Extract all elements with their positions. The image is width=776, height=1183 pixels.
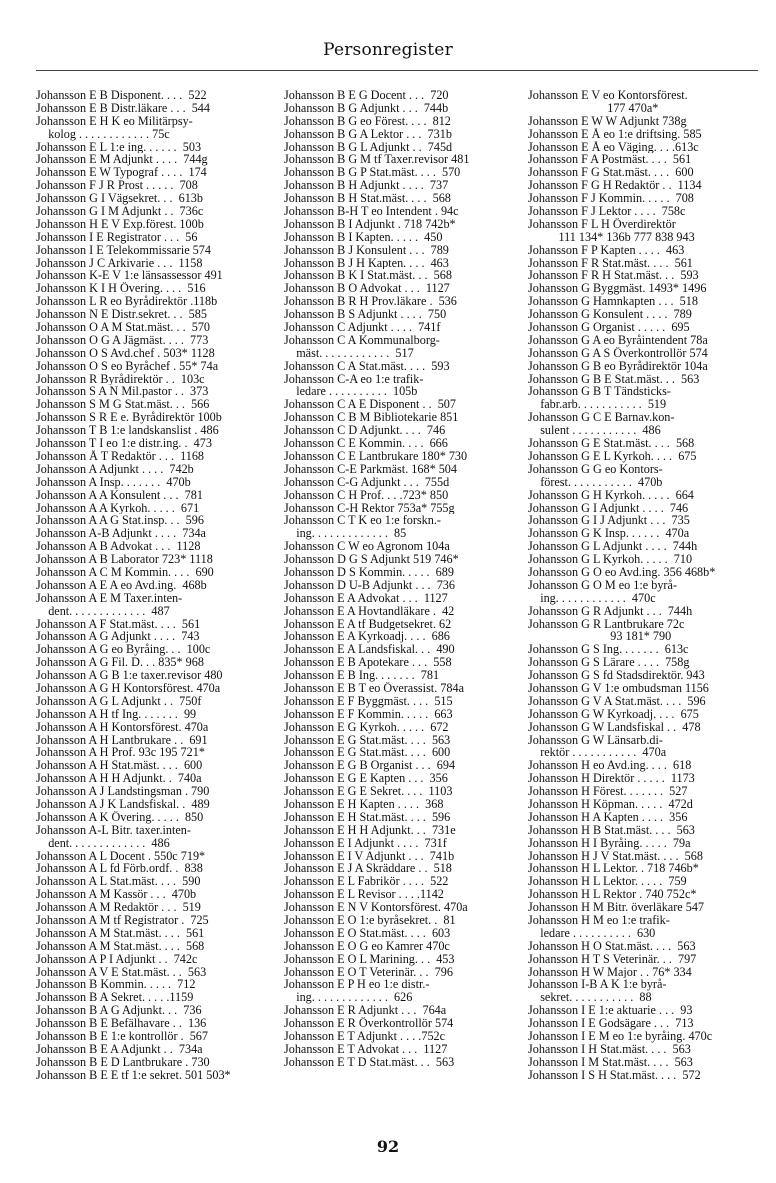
register-entry: Johansson G C E Barnav.kon- <box>528 411 675 425</box>
register-entry: Johansson G I Adjunkt . . . . 746 <box>528 501 689 515</box>
register-entry: 93 181* 790 <box>528 630 672 644</box>
register-entry: Johansson A K Övering. . . . . 850 <box>36 810 204 824</box>
register-entry: Johansson E B Ing. . . . . . . 781 <box>284 669 440 682</box>
register-entry: Johansson A L fd Förb.ordf. . 838 <box>36 862 203 876</box>
register-entry: Johansson S R E e. Byrådirektör 100b <box>36 411 222 425</box>
register-entry: sulent . . . . . . . . . . . 486 <box>528 424 661 438</box>
register-entry: Johansson C H Prof. . . .723* 850 <box>284 488 449 502</box>
register-entry: Johansson D G S Adjunkt 519 746* <box>284 553 459 566</box>
register-entry: Johansson A A Kyrkoh. . . . . 671 <box>36 501 200 515</box>
register-entry: Johansson C W eo Agronom 104a <box>284 540 450 554</box>
register-entry: Johansson B G Adjunkt . . . 744b <box>284 101 449 115</box>
register-entry: Johansson E G B Organist . . . 694 <box>284 759 456 773</box>
register-entry: Johansson E Å eo 1:e driftsing. 585 <box>528 127 702 141</box>
register-entry: Johansson A H Stat.mäst. . . . 600 <box>36 759 203 773</box>
register-entry: Johansson C Adjunkt . . . . 741f <box>284 321 441 334</box>
register-entry: Johansson G W Länsarb.di- <box>528 733 663 747</box>
register-entry: Johansson F R Stat.mäst. . . . 561 <box>528 256 693 270</box>
register-entry: Johansson C-H Rektor 753a* 755g <box>284 501 455 515</box>
register-entry: Johansson E A Landsfiskal. . . 490 <box>284 643 455 657</box>
register-entry: Johansson E T Advokat . . . 1127 <box>284 1042 448 1056</box>
register-entry: Johansson G I J Adjunkt . . . 735 <box>528 514 690 528</box>
register-entry: ing. . . . . . . . . . . . . 626 <box>284 991 413 1005</box>
register-entry: Johansson G R Adjunkt . . . 744h <box>528 604 693 618</box>
register-entry: Johansson B H Adjunkt . . . . 737 <box>284 179 449 193</box>
register-entry: Johansson E O Stat.mäst. . . . 603 <box>284 926 451 940</box>
register-entry: Johansson E F Kommin. . . . . 663 <box>284 707 453 721</box>
register-entry: Johansson L R eo Byrådirektör .118b <box>36 295 218 309</box>
register-entry: Johansson E G E Sekret. . . . 1103 <box>284 785 453 798</box>
register-entry: rektör . . . . . . . . . . . 470a <box>528 746 667 760</box>
register-entry: Johansson B H Stat.mäst. . . . 568 <box>284 192 451 206</box>
register-entry: Johansson A H Lantbrukare . . 691 <box>36 733 208 747</box>
register-entry: Johansson E B Distr.läkare . . . 544 <box>36 101 210 115</box>
register-entry: Johansson H A Kapten . . . . 356 <box>528 810 688 824</box>
register-entry: Johansson F P Kapten . . . . 463 <box>528 243 685 257</box>
register-entry: Johansson A M Stat.mäst. . . . 561 <box>36 926 205 940</box>
register-entry: Johansson E H H Adjunkt. . . 731e <box>284 823 456 837</box>
register-entry: Johansson G B E Stat.mäst. . . 563 <box>528 372 700 386</box>
register-entry: fabr.arb. . . . . . . . . . . 519 <box>528 398 667 412</box>
register-entry: förest. . . . . . . . . . . 470b <box>528 475 663 489</box>
register-entry: Johansson E F Byggmäst. . . . 515 <box>284 694 453 708</box>
register-entry: Johansson G V 1:e ombudsman 1156 <box>528 681 709 695</box>
register-entry: Johansson A B Advokat . . . 1128 <box>36 540 201 554</box>
register-entry: Johansson A F Stat.mäst. . . . 561 <box>36 617 201 631</box>
register-entry: Johansson O S eo Byråchef . 55* 74a <box>36 359 219 373</box>
register-entry: Johansson E I Adjunkt . . . . 731f <box>284 836 447 850</box>
register-entry: Johansson E R Överkontrollör 574 <box>284 1017 454 1031</box>
register-entry: Johansson E L 1:e ing. . . . . . 503 <box>36 140 202 154</box>
register-entry: Johansson G G eo Kontors- <box>528 462 663 476</box>
register-entry: Johansson E M Adjunkt . . . . 744g <box>36 153 208 167</box>
register-entry: Johansson A G B 1:e taxer.revisor 480 <box>36 669 223 682</box>
register-entry: Johansson G K Insp. . . . . . 470a <box>528 527 690 541</box>
register-entry: Johansson E B T eo Överassist. 784a <box>284 681 464 695</box>
register-entry: Johansson E A Kyrkoadj. . . . 686 <box>284 630 450 644</box>
register-entry: Johansson H L Rektor . 740 752c* <box>528 888 697 902</box>
register-entry: Johansson E I V Adjunkt . . . 741b <box>284 849 455 863</box>
register-entry: Johansson A G H Kontorsförest. 470a <box>36 681 221 695</box>
register-entry: Johansson B-H T eo Intendent . 94c <box>284 205 459 218</box>
register-entry: Johansson G O eo Avd.ing. 356 468b* <box>528 565 716 579</box>
register-entry: Johansson B Kommin. . . . . 712 <box>36 978 196 992</box>
register-entry: Johansson B G P Stat.mäst. . . . 570 <box>284 166 461 180</box>
register-entry: Johansson G Konsulent . . . . 789 <box>528 308 692 322</box>
register-entry: Johansson A E M Taxer.inten- <box>36 591 183 605</box>
register-entry: Johansson E G Stat.mäst. . . . 563 <box>284 733 451 747</box>
register-entry: Johansson A P I Adjunkt . . 742c <box>36 952 198 966</box>
register-entry: Johansson G R Lantbrukare 72c <box>528 617 685 631</box>
register-column-1 <box>36 89 272 1082</box>
register-entry: Johansson E W Typograf . . . . 174 <box>36 166 207 180</box>
register-entry: Johansson B E D Lantbrukare . 730 <box>36 1055 210 1069</box>
register-entry: sekret. . . . . . . . . . . 88 <box>528 991 652 1005</box>
register-entry: Johansson B E 1:e kontrollör . 567 <box>36 1030 208 1043</box>
register-entry: Johansson G S fd Stadsdirektör. 943 <box>528 669 705 682</box>
register-entry: Johansson B E E tf 1:e sekret. 501 503* <box>36 1068 231 1082</box>
register-entry: Johansson H E V Exp.förest. 100b <box>36 217 204 231</box>
register-entry: Johansson A A G Stat.insp. . . 596 <box>36 514 204 528</box>
register-entry: Johansson C T K eo 1:e forskn.- <box>284 514 441 528</box>
register-entry: Johansson I-B A K 1:e byrå- <box>528 978 667 992</box>
register-entry: Johansson B G L Adjunkt . . 745d <box>284 140 453 154</box>
register-entry: Johansson B G M tf Taxer.revisor 481 <box>284 153 470 167</box>
register-entry: Johansson H J V Stat.mäst. . . . 568 <box>528 849 703 863</box>
register-entry: Johansson A H tf Ing. . . . . . . 99 <box>36 707 197 721</box>
register-entry: Johansson R Byrådirektör . . 103c <box>36 372 205 386</box>
register-entry: Johansson B I Kapten. . . . . 450 <box>284 230 443 244</box>
register-entry: Johansson N E Distr.sekret. . . 585 <box>36 308 207 322</box>
register-entry: Johansson G L Adjunkt . . . . 744h <box>528 540 698 554</box>
register-entry: Johansson A M Redaktör . . . 519 <box>36 901 201 914</box>
register-entry: Johansson H M eo 1:e trafik- <box>528 914 670 927</box>
register-entry: Johansson E B Disponent. . . . 522 <box>36 89 207 102</box>
register-entry: Johansson C A Kommunalborg- <box>284 333 440 347</box>
register-entry: Johansson B E G Docent . . . 720 <box>284 89 449 102</box>
register-entry: Johansson H eo Avd.ing. . . . 618 <box>528 759 692 773</box>
register-entry: Johansson H L Lektor. . . . . 759 <box>528 875 687 889</box>
register-entry: Johansson G O M eo 1:e byrå- <box>528 578 677 592</box>
register-entry: Johansson E T D Stat.mäst. . . 563 <box>284 1055 455 1069</box>
register-entry: Johansson B A G Adjunkt. . . 736 <box>36 1004 202 1018</box>
register-entry: Johansson B J H Kapten. . . . 463 <box>284 256 449 270</box>
register-entry: Johansson G B T Tändsticks- <box>528 385 671 399</box>
register-entry: Johansson G Organist . . . . . 695 <box>528 321 690 334</box>
register-entry: Johansson A H H Adjunkt. . 740a <box>36 772 202 786</box>
register-entry: Johansson I H Stat.mäst. . . . 563 <box>528 1042 691 1056</box>
register-entry: Johansson C A E Disponent . . 507 <box>284 398 456 412</box>
register-entry: Johansson I E Godsägare . . . 713 <box>528 1017 694 1031</box>
register-entry: Johansson O G A Jägmäst. . . . 773 <box>36 333 209 347</box>
register-entry: Johansson H M Bitr. överläkare 547 <box>528 901 705 914</box>
register-entry: Johansson F L H Överdirektör <box>528 217 676 231</box>
register-entry: Johansson G A S Överkontrollör 574 <box>528 346 708 360</box>
register-entry: Johansson T B 1:e landskanslist . 486 <box>36 424 219 438</box>
register-entry: Johansson A H Kontorsförest. 470a <box>36 720 209 734</box>
register-entry: Johansson E G Stat.mäst. . . . 600 <box>284 746 451 760</box>
register-column-2 <box>284 89 516 1069</box>
register-entry: Johansson A Adjunkt . . . . 742b <box>36 462 194 476</box>
register-entry: Johansson B I Adjunkt . 718 742b* <box>284 217 456 231</box>
register-entry: mäst. . . . . . . . . . . . 517 <box>284 346 414 360</box>
register-entry: Johansson E A Advokat . . . 1127 <box>284 591 448 605</box>
register-entry: Johansson E J A Skräddare . . 518 <box>284 862 452 876</box>
register-entry: Johansson E T Adjunkt . . . .752c <box>284 1030 446 1043</box>
page-number: 92 <box>376 1137 400 1156</box>
register-entry: 177 470a* <box>528 101 659 115</box>
register-entry: Johansson G V A Stat.mäst. . . . 596 <box>528 694 706 708</box>
register-entry: Johansson A E A eo Avd.ing. 468b <box>36 578 207 592</box>
register-entry: Johansson A L Stat.mäst. . . . 590 <box>36 875 201 889</box>
register-entry: Johansson C E Kommin. . . . 666 <box>284 437 448 450</box>
register-entry: Johansson A J Landstingsman . 790 <box>36 785 210 798</box>
register-entry: Johansson G W Kyrkoadj. . . . 675 <box>528 707 699 721</box>
register-entry: Johansson S A N Mil.pastor . . 373 <box>36 385 209 399</box>
register-entry: Johansson S M G Stat.mäst. . . 566 <box>36 398 210 412</box>
register-entry: Johansson A Insp. . . . . . . 470b <box>36 475 191 489</box>
register-entry: Johansson I M Stat.mäst. . . . 563 <box>528 1055 693 1069</box>
register-entry: Johansson C A Stat.mäst. . . . 593 <box>284 359 450 373</box>
register-entry: Johansson E O L Marining. . . 453 <box>284 952 455 966</box>
register-entry: Johansson B A Sekret. . . . .1159 <box>36 991 194 1005</box>
register-entry: Johansson E B Apotekare . . . 558 <box>284 656 452 670</box>
register-entry: Johansson E G E Kapten . . . 356 <box>284 772 448 786</box>
register-entry: Johansson A A Konsulent . . . 781 <box>36 488 203 502</box>
register-entry: Johansson H T S Veterinär. . . 797 <box>528 952 697 966</box>
register-entry: Johansson I E M eo 1:e byråing. 470c <box>528 1030 713 1043</box>
register-entry: Johansson I E Telekommissarie 574 <box>36 243 211 257</box>
register-entry: Johansson A V E Stat.mäst. . . 563 <box>36 965 207 979</box>
register-entry: Johansson A M tf Registrator . 725 <box>36 914 209 927</box>
register-entry: Johansson A G Adjunkt . . . . 743 <box>36 630 200 644</box>
page-title: Personregister <box>323 40 453 60</box>
register-entry: Johansson G L Kyrkoh. . . . . 710 <box>528 553 693 566</box>
register-entry: Johansson E P H eo 1:e distr.- <box>284 978 430 992</box>
register-entry: Johansson F J Lektor . . . . 758c <box>528 205 686 218</box>
register-entry: Johansson E L Revisor . . . .1142 <box>284 888 444 902</box>
register-entry: Johansson I E 1:e aktuarie . . . 93 <box>528 1004 693 1018</box>
register-entry: Johansson A G eo Byråing. . . 100c <box>36 643 211 657</box>
register-entry: Johansson G S Lärare . . . . 758g <box>528 656 690 670</box>
register-entry: Johansson H W Major . . 76* 334 <box>528 965 692 979</box>
register-entry: Johansson B J Konsulent . . . 789 <box>284 243 449 257</box>
register-entry: ing. . . . . . . . . . . . . 85 <box>284 527 407 541</box>
register-entry: Johansson E H K eo Militärpsy- <box>36 114 193 128</box>
register-entry: Johansson F G Stat.mäst. . . . 600 <box>528 166 694 180</box>
register-entry: Johansson G W Landsfiskal . . 478 <box>528 720 701 734</box>
register-column-3 <box>528 89 758 1082</box>
register-entry: Johansson I S H Stat.mäst. . . . 572 <box>528 1068 701 1082</box>
register-entry: Johansson G H Kyrkoh. . . . . 664 <box>528 488 694 502</box>
register-entry: Johansson H Köpman. . . . . 472d <box>528 797 693 811</box>
register-entry: Johansson D S Kommin. . . . . 689 <box>284 565 454 579</box>
register-entry: kolog . . . . . . . . . . . . 75c <box>36 127 170 141</box>
register-entry: Johansson H Direktör . . . . . 1173 <box>528 772 695 786</box>
register-entry: Johansson E L Fabrikör . . . . 522 <box>284 875 449 889</box>
register-entry: Johansson H I Byråing. . . . . 79a <box>528 836 691 850</box>
register-entry: Johansson F J Kommin. . . . . 708 <box>528 192 694 206</box>
register-entry: Johansson H B Stat.mäst. . . . 563 <box>528 823 695 837</box>
register-entry: Johansson C-E Parkmäst. 168* 504 <box>284 462 457 476</box>
register-entry: Johansson H O Stat.mäst. . . . 563 <box>528 939 696 953</box>
register-entry: Johansson F A Postmäst. . . . 561 <box>528 153 692 167</box>
register-entry: Johansson D U-B Adjunkt . . . 736 <box>284 578 455 592</box>
register-entry: Johansson A G Fil. D. . . 835* 968 <box>36 656 204 670</box>
register-entry: Johansson F R H Stat.mäst. . . 593 <box>528 269 699 283</box>
header-rule <box>36 70 758 71</box>
register-entry: Johansson G I M Adjunkt . . 736c <box>36 205 204 218</box>
register-entry: Johansson G I Vägsekret. . . 613b <box>36 192 203 206</box>
register-entry: ledare . . . . . . . . . . 630 <box>528 926 656 940</box>
register-entry: Johansson E H Stat.mäst. . . . 596 <box>284 810 451 824</box>
register-entry: Johansson G Byggmäst. 1493* 1496 <box>528 282 707 296</box>
register-entry: ledare . . . . . . . . . . 105b <box>284 385 418 399</box>
register-entry: Johansson E V eo Kontorsförest. <box>528 89 688 102</box>
register-entry: Johansson B K I Stat.mäst. . . 568 <box>284 269 452 283</box>
register-entry: Johansson E A Hovtandläkare . 42 <box>284 604 455 618</box>
register-entry: Johansson C B M Bibliotekarie 851 <box>284 411 459 425</box>
register-entry: Johansson I E Registrator . . . 56 <box>36 230 198 244</box>
register-entry: Johansson Å T Redaktör . . . 1168 <box>36 449 205 463</box>
register-entry: Johansson A C M Kommin. . . . 690 <box>36 565 214 579</box>
register-entry: Johansson O A M Stat.mäst. . . 570 <box>36 321 211 334</box>
register-entry: Johansson B S Adjunkt . . . . 750 <box>284 308 447 322</box>
register-entry: Johansson B E A Adjunkt . . 734a <box>36 1042 203 1056</box>
register-entry: Johansson C E Lantbrukare 180* 730 <box>284 449 468 463</box>
register-entry: Johansson A G L Adjunkt . . 750f <box>36 694 202 708</box>
register-entry: dent. . . . . . . . . . . . . 487 <box>36 604 170 618</box>
register-entry: Johansson G S Ing. . . . . . . 613c <box>528 643 689 657</box>
register-entry: Johansson C-G Adjunkt . . . 755d <box>284 475 450 489</box>
register-entry: Johansson B E Befälhavare . . 136 <box>36 1017 207 1031</box>
register-entry: Johansson B G A Lektor . . . 731b <box>284 127 452 141</box>
register-entry: Johansson E A tf Budgetsekret. 62 <box>284 617 452 631</box>
register-entry: Johansson E O 1:e byråsekret. . 81 <box>284 914 456 927</box>
register-entry: ing. . . . . . . . . . . . 470c <box>528 591 656 605</box>
register-entry: Johansson G A eo Byråintendent 78a <box>528 333 708 347</box>
register-entry: Johansson H Förest. . . . . . . 527 <box>528 785 688 798</box>
register-entry: Johansson B G eo Förest. . . . 812 <box>284 114 451 128</box>
register-entry: Johansson F J R Prost . . . . . 708 <box>36 179 198 193</box>
register-entry: Johansson E Å eo Väging. . . .613c <box>528 140 699 154</box>
register-entry: Johansson E O G eo Kamrer 470c <box>284 939 450 953</box>
register-entry: Johansson E O T Veterinär. . . 796 <box>284 965 453 979</box>
register-entry: Johansson B R H Prov.läkare . 536 <box>284 295 457 309</box>
register-entry: Johansson A-B Adjunkt . . . . 734a <box>36 527 206 541</box>
register-entry: Johansson A L Docent . 550c 719* <box>36 849 206 863</box>
register-entry: Johansson E W W Adjunkt 738g <box>528 114 687 128</box>
register-entry: Johansson C-A eo 1:e trafik- <box>284 372 424 386</box>
register-entry: Johansson K I H Övering. . . . 516 <box>36 282 206 296</box>
register-entry: Johansson E G Kyrkoh. . . . . 672 <box>284 720 449 734</box>
register-entry: Johansson T I eo 1:e distr.ing. . 473 <box>36 437 212 450</box>
register-entry: Johansson G B eo Byrådirektör 104a <box>528 359 708 373</box>
register-entry: Johansson O S Avd.chef . 503* 1128 <box>36 346 215 360</box>
register-entry: Johansson E R Adjunkt . . . 764a <box>284 1004 447 1018</box>
register-entry: Johansson K-E V 1:e länsassessor 491 <box>36 269 223 283</box>
register-entry: Johansson A H Prof. 93c 195 721* <box>36 746 205 760</box>
register-entry: Johansson G E L Kyrkoh. . . . 675 <box>528 449 697 463</box>
register-entry: dent. . . . . . . . . . . . . 486 <box>36 836 170 850</box>
register-entry: Johansson A J K Landsfiskal. . 489 <box>36 797 210 811</box>
register-entry: Johansson A M Stat.mäst. . . . 568 <box>36 939 205 953</box>
register-entry: Johansson E H Kapten . . . . 368 <box>284 797 444 811</box>
register-entry: Johansson B O Advokat . . . 1127 <box>284 282 450 296</box>
register-entry: Johansson H L Lektor. . 718 746b* <box>528 862 699 876</box>
register-entry: Johansson C D Adjunkt. . . . 746 <box>284 424 446 438</box>
register-entry: Johansson E N V Kontorsförest. 470a <box>284 901 468 914</box>
register-entry: Johansson G E Stat.mäst. . . . 568 <box>528 437 695 450</box>
register-entry: Johansson A-L Bitr. taxer.inten- <box>36 823 191 837</box>
register-entry: Johansson A B Laborator 723* 1118 <box>36 553 213 566</box>
register-entry: Johansson G Hamnkapten . . . 518 <box>528 295 698 309</box>
register-entry: Johansson A M Kassör . . . 470b <box>36 888 197 902</box>
register-entry: Johansson J C Arkivarie . . . 1158 <box>36 256 203 270</box>
register-entry: Johansson F G H Redaktör . . 1134 <box>528 179 702 193</box>
register-entry: 111 134* 136b 777 838 943 <box>528 230 695 244</box>
